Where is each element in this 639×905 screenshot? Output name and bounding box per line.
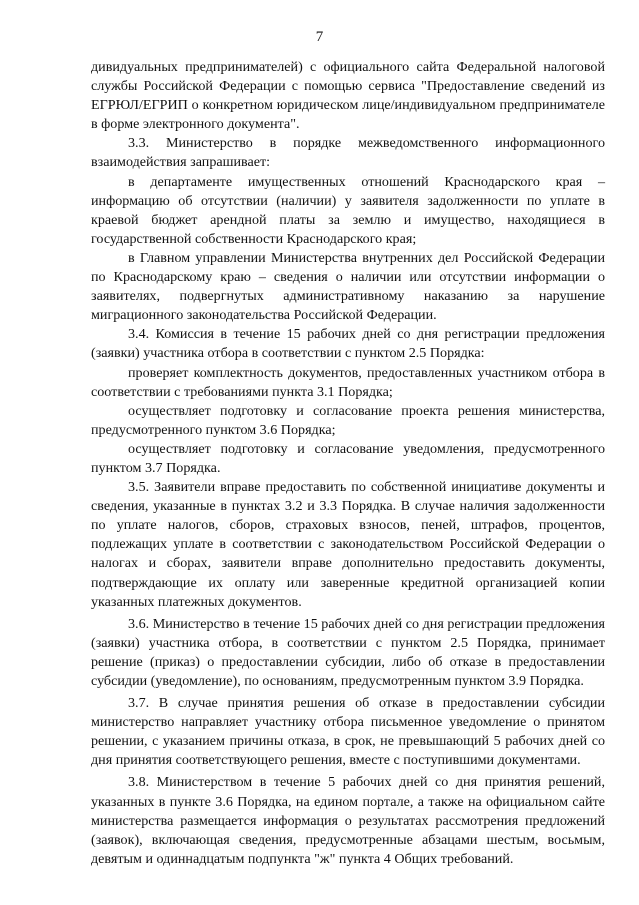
paragraph-3-3: 3.3. Министерство в порядке межведомственного информационного взаимодействия запрашивает:: [91, 135, 605, 171]
paragraph-3-7: 3.7. В случае принятия решения об отказе в предоставлении субсидии министерство направляет участнику отбора письменное уведомление о принятом решении, с указанием причины отказа, в срок, не превышающий 5 рабочих дней со дня принятия соответствующего решения, вместе с поступившими документами.: [91, 695, 605, 769]
paragraph-property-department: в департаменте имущественных отношений Краснодарского края – информацию об отсутствии (наличии) у заявителя задолженности по уплате в краевой бюджет арендной платы за землю и имущество, находящиеся в государственной собственности Краснодарского края;: [91, 173, 605, 247]
paragraph-prepares-decision: осуществляет подготовку и согласование проекта решения министерства, предусмотренного пунктом 3.6 Порядка;: [91, 402, 605, 438]
document-body: [91, 58, 605, 869]
paragraph-3-4: 3.4. Комиссия в течение 15 рабочих дней со дня регистрации предложения (заявки) участника отбора в соответствии с пунктом 2.5 Порядка:: [91, 326, 605, 362]
paragraph-interior-ministry: в Главном управлении Министерства внутренних дел Российской Федерации по Краснодарскому краю – сведения о наличии или отсутствии информации о заявителях, подвергнутых административному наказанию за нарушение миграционного законодательства Российской Федерации.: [91, 249, 605, 324]
paragraph-3-6: 3.6. Министерство в течение 15 рабочих дней со дня регистрации предложения (заявки) участника отбора, в соответствии с пунктом 2.5 Порядка, принимает решение (приказ) о предоставлении субсидии, либо об отказе в предоставлении субсидии (уведомление), по основаниям, предусмотренным пунктом 3.9 Порядка.: [91, 615, 605, 689]
paragraph-continuation: дивидуальных предпринимателей) с официального сайта Федеральной налоговой службы Российской Федерации с помощью сервиса "Предоставление сведений из ЕГРЮЛ/ЕГРИП о конкретном юридическом лице/индивидуальном предпринимателе в форме электронного документа".: [91, 59, 605, 133]
paragraph-3-5: 3.5. Заявители вправе предоставить по собственной инициативе документы и сведения, указанные в пунктах 3.2 и 3.3 Порядка. В случае наличия задолженности по уплате налогов, сборов, страховых взносов, пеней, штрафов, процентов, подлежащих уплате в соответствии с законодательством Российской Федерации о налогах и сборах, заявители вправе дополнительно предоставить документы, подтверждающие их оплату или заверенные кредитной организацией копии указанных платежных документов.: [91, 479, 605, 610]
paragraph-checks-completeness: проверяет комплектность документов, предоставленных участником отбора в соответствии с требованиями пункта 3.1 Порядка;: [91, 364, 605, 400]
paragraph-3-8: 3.8. Министерством в течение 5 рабочих дней со дня принятия решений, указанных в пункте 3.6 Порядка, на едином портале, а также на официальном сайте министерства размещается информация о результатах рассмотрения предложений (заявок), включающая сведения, предусмотренные абзацами шестым, восьмым, девятым и одиннадцатым подпункта "ж" пункта 4 Общих требований.: [91, 774, 605, 867]
paragraph-prepares-notice: осуществляет подготовку и согласование уведомления, предусмотренного пунктом 3.7 Порядка.: [91, 440, 605, 476]
page-number: 7: [315, 29, 324, 45]
